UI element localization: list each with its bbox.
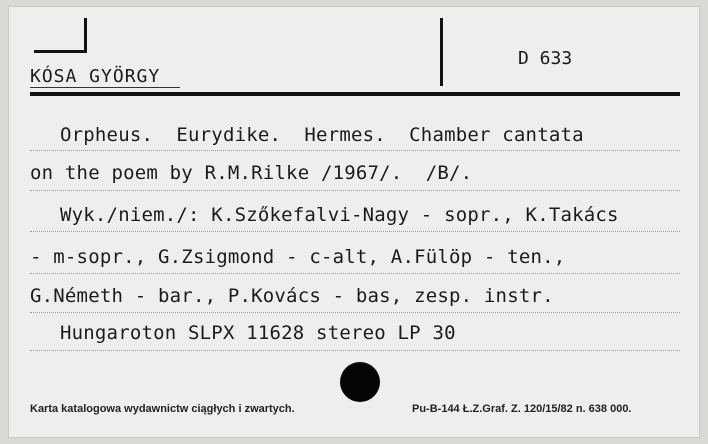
entry-line-6: Hungaroton SLPX 11628 stereo LP 30: [60, 322, 456, 344]
ruled-line: [30, 190, 680, 191]
ruled-line: [30, 231, 680, 232]
author-underline: [30, 87, 180, 88]
ruled-line: [30, 150, 680, 151]
punch-hole: [340, 362, 380, 402]
ruled-line: [30, 350, 680, 351]
catalog-card: [8, 6, 700, 438]
entry-line-5: G.Németh - bar., P.Kovács - bas, zesp. instr.: [30, 285, 554, 307]
entry-line-4: - m-sopr., G.Zsigmond - c-alt, A.Fülöp - ten.,: [30, 246, 566, 268]
heading-rule: [30, 92, 680, 96]
call-number: D 633: [518, 48, 573, 69]
author-heading: KÓSA GYÖRGY: [30, 66, 161, 87]
footer-card-type: Karta katalogowa wydawnictw ciągłych i zwartych.: [30, 403, 295, 415]
entry-line-3: Wyk./niem./: K.Szőkefalvi-Nagy - sopr., K.Takács: [60, 204, 619, 226]
header-divider: [440, 18, 443, 86]
ruled-line: [30, 312, 680, 313]
ruled-line: [30, 273, 680, 274]
entry-line-2: on the poem by R.M.Rilke /1967/. /B/.: [30, 162, 473, 184]
corner-bracket-mark: [34, 18, 87, 53]
entry-line-1: Orpheus. Eurydike. Hermes. Chamber cantata: [60, 124, 584, 146]
footer-print-info: Pu-B-144 Ł.Z.Graf. Z. 120/15/82 n. 638 000.: [412, 403, 632, 415]
